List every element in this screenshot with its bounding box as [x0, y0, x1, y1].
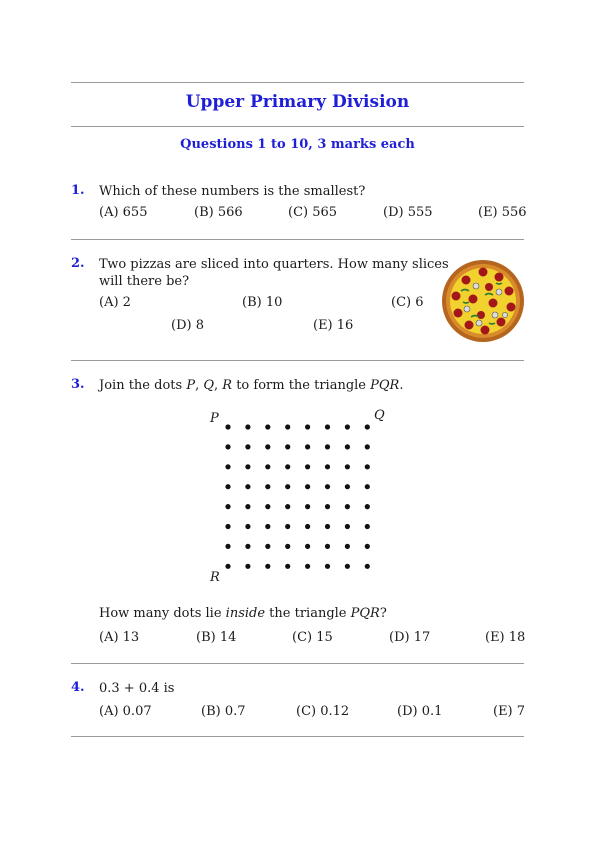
point-r-inline: R: [222, 378, 233, 393]
grid-dot[interactable]: [285, 564, 290, 569]
question-3-followup-prefix: How many dots lie: [99, 606, 226, 621]
grid-dot[interactable]: [225, 424, 230, 429]
grid-dot[interactable]: [325, 544, 330, 549]
question-3-option-e[interactable]: (E) 18: [485, 630, 526, 645]
grid-dot[interactable]: [365, 444, 370, 449]
grid-dot[interactable]: [285, 464, 290, 469]
grid-dot[interactable]: [345, 424, 350, 429]
grid-dot[interactable]: [345, 524, 350, 529]
question-2-option-a[interactable]: (A) 2: [99, 295, 131, 310]
grid-dot[interactable]: [345, 544, 350, 549]
question-2-option-b[interactable]: (B) 10: [242, 295, 283, 310]
grid-dot[interactable]: [265, 524, 270, 529]
question-3-option-d[interactable]: (D) 17: [389, 630, 431, 645]
grid-dot[interactable]: [225, 464, 230, 469]
question-1-option-d[interactable]: (D) 555: [383, 205, 433, 220]
point-p-label: P: [210, 411, 219, 426]
question-3-comma-1: ,: [195, 378, 204, 393]
question-2-number: 2.: [71, 256, 85, 271]
question-1-text: Which of these numbers is the smallest?: [99, 184, 366, 199]
grid-dot[interactable]: [365, 544, 370, 549]
question-3-followup-inside: inside: [225, 606, 266, 621]
grid-dot[interactable]: [265, 464, 270, 469]
grid-dot[interactable]: [325, 424, 330, 429]
question-1-option-e[interactable]: (E) 556: [478, 205, 527, 220]
question-2-option-d[interactable]: (D) 8: [171, 318, 204, 333]
question-4-text: 0.3 + 0.4 is: [99, 681, 175, 696]
grid-dot[interactable]: [265, 564, 270, 569]
grid-dot[interactable]: [245, 504, 250, 509]
point-p-inline: P: [186, 378, 196, 393]
grid-dot[interactable]: [325, 564, 330, 569]
title-rule: [71, 126, 524, 127]
grid-dot[interactable]: [305, 544, 310, 549]
question-3-text-end: .: [399, 378, 404, 393]
grid-dot[interactable]: [245, 464, 250, 469]
point-r-label: R: [210, 570, 220, 585]
grid-dot[interactable]: [305, 484, 310, 489]
question-2-option-c[interactable]: (C) 6: [391, 295, 424, 310]
question-3-followup-mid: the triangle: [265, 606, 351, 621]
grid-dot[interactable]: [225, 484, 230, 489]
triangle-pqr-inline: PQR: [370, 378, 400, 393]
grid-dot[interactable]: [265, 484, 270, 489]
grid-dot[interactable]: [305, 564, 310, 569]
grid-dot[interactable]: [365, 424, 370, 429]
grid-dot[interactable]: [245, 484, 250, 489]
question-4-option-c[interactable]: (C) 0.12: [296, 704, 350, 719]
grid-dot[interactable]: [325, 484, 330, 489]
grid-dot[interactable]: [365, 484, 370, 489]
grid-dot[interactable]: [305, 524, 310, 529]
question-3-option-b[interactable]: (B) 14: [196, 630, 237, 645]
dot-grid[interactable]: [200, 405, 400, 585]
grid-dot[interactable]: [325, 444, 330, 449]
question-3-divider: [71, 663, 524, 664]
grid-dot[interactable]: [305, 504, 310, 509]
grid-dot[interactable]: [265, 544, 270, 549]
grid-dot[interactable]: [365, 464, 370, 469]
question-3-followup: [99, 605, 387, 622]
grid-dot[interactable]: [345, 484, 350, 489]
grid-dot[interactable]: [225, 524, 230, 529]
question-4-option-b[interactable]: (B) 0.7: [201, 704, 246, 719]
grid-dot[interactable]: [265, 504, 270, 509]
question-1-option-b[interactable]: (B) 566: [194, 205, 243, 220]
grid-dot[interactable]: [225, 504, 230, 509]
grid-dot[interactable]: [245, 564, 250, 569]
grid-dot[interactable]: [365, 524, 370, 529]
point-q-inline: Q: [203, 378, 214, 393]
top-rule: [71, 82, 524, 83]
grid-dot[interactable]: [345, 504, 350, 509]
grid-dot[interactable]: [365, 504, 370, 509]
grid-dot[interactable]: [325, 464, 330, 469]
grid-dot[interactable]: [265, 424, 270, 429]
grid-dot[interactable]: [285, 424, 290, 429]
grid-dot[interactable]: [305, 464, 310, 469]
question-2-text-line1: Two pizzas are sliced into quarters. How many slices: [99, 257, 449, 272]
grid-dot[interactable]: [245, 524, 250, 529]
pizza-icon: [441, 259, 525, 343]
question-2-text-line2: will there be?: [99, 274, 190, 289]
grid-dot[interactable]: [225, 544, 230, 549]
question-3-text-prefix: Join the dots: [99, 378, 187, 393]
question-2-divider: [71, 360, 524, 361]
grid-dot[interactable]: [245, 444, 250, 449]
question-2-option-e[interactable]: (E) 16: [313, 318, 354, 333]
question-4-number: 4.: [71, 680, 85, 695]
question-1-option-a[interactable]: (A) 655: [99, 205, 148, 220]
question-4-divider: [71, 736, 524, 737]
question-3-followup-end: ?: [379, 606, 387, 621]
grid-dot[interactable]: [345, 564, 350, 569]
question-1-option-c[interactable]: (C) 565: [288, 205, 338, 220]
division-title: Upper Primary Division: [185, 92, 410, 112]
grid-dot[interactable]: [225, 564, 230, 569]
grid-dot[interactable]: [285, 444, 290, 449]
question-3-option-a[interactable]: (A) 13: [99, 630, 140, 645]
question-4-option-e[interactable]: (E) 7: [493, 704, 526, 719]
grid-dot[interactable]: [285, 524, 290, 529]
grid-dot[interactable]: [245, 424, 250, 429]
grid-dot[interactable]: [345, 464, 350, 469]
point-q-label: Q: [374, 408, 385, 423]
question-4-option-a[interactable]: (A) 0.07: [99, 704, 152, 719]
grid-dot[interactable]: [325, 524, 330, 529]
question-3-text-mid: to form the triangle: [232, 378, 371, 393]
grid-dot[interactable]: [285, 484, 290, 489]
question-1-divider: [71, 239, 524, 240]
grid-dot[interactable]: [325, 504, 330, 509]
question-4-option-d[interactable]: (D) 0.1: [397, 704, 443, 719]
grid-dot[interactable]: [265, 444, 270, 449]
grid-dot[interactable]: [225, 444, 230, 449]
grid-dot[interactable]: [365, 564, 370, 569]
question-3-number: 3.: [71, 377, 85, 392]
grid-dot[interactable]: [305, 424, 310, 429]
triangle-pqr-followup: PQR: [350, 606, 380, 621]
grid-dot[interactable]: [285, 504, 290, 509]
grid-dot[interactable]: [285, 544, 290, 549]
question-3-option-c[interactable]: (C) 15: [292, 630, 333, 645]
section-subtitle: Questions 1 to 10, 3 marks each: [180, 137, 415, 152]
grid-dot[interactable]: [345, 444, 350, 449]
question-1-number: 1.: [71, 183, 85, 198]
question-3-text: [99, 377, 403, 394]
grid-dot[interactable]: [245, 544, 250, 549]
question-3-comma-2: ,: [214, 378, 223, 393]
grid-dot[interactable]: [305, 444, 310, 449]
